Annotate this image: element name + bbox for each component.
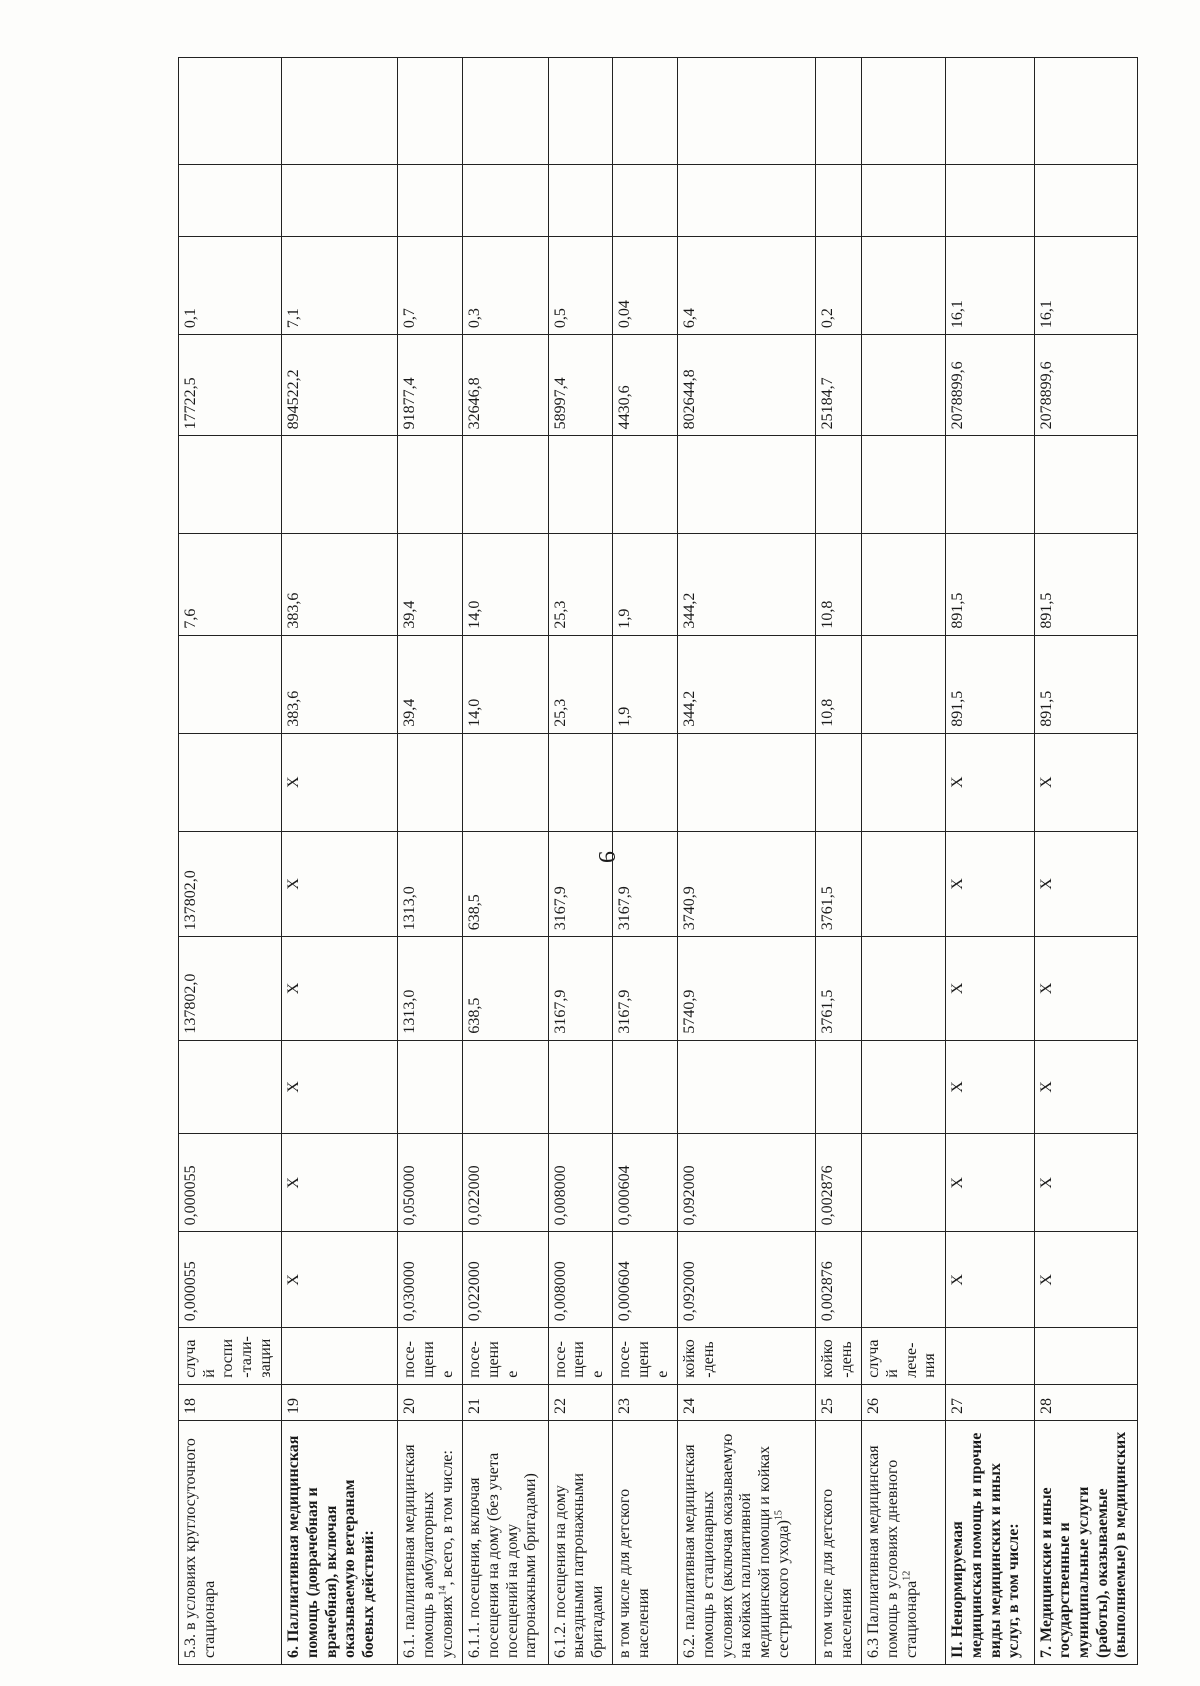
value-cell-8: 891,5 xyxy=(1034,534,1137,635)
value-cell-11: 16,1 xyxy=(1034,237,1137,335)
value-cell-10: 25184,7 xyxy=(815,335,861,436)
value-cell-11: 0,5 xyxy=(548,237,613,335)
value-cell-3 xyxy=(463,1040,548,1134)
row-number: 22 xyxy=(548,1384,613,1420)
row-name-cell xyxy=(463,1420,548,1664)
row-number: 21 xyxy=(463,1384,548,1420)
value-cell-3 xyxy=(678,1040,816,1134)
value-cell-3 xyxy=(548,1040,613,1134)
row-name-cell xyxy=(282,1420,398,1664)
value-cell-8 xyxy=(862,534,946,635)
value-cell-2: 0,000604 xyxy=(613,1134,678,1232)
value-cell-8: 344,2 xyxy=(678,534,816,635)
value-cell-11: 0,7 xyxy=(398,237,463,335)
table-row xyxy=(548,58,613,1665)
row-name-cell xyxy=(179,1420,282,1664)
value-cell-7: 10,8 xyxy=(815,635,861,733)
value-cell-2: 0,050000 xyxy=(398,1134,463,1232)
page-number: 9 xyxy=(593,851,619,863)
value-cell-13 xyxy=(548,58,613,165)
table-row xyxy=(179,58,282,1665)
value-cell-12 xyxy=(1034,164,1137,236)
value-cell-6 xyxy=(548,733,613,831)
table-row xyxy=(862,58,946,1665)
value-cell-12 xyxy=(282,164,398,236)
unit-cell: случай госпи-тали-зации xyxy=(179,1328,282,1384)
value-cell-2: X xyxy=(946,1134,1034,1232)
value-cell-7: 1,9 xyxy=(613,635,678,733)
row-name-continued: , всего, в том числе: xyxy=(438,1450,456,1586)
unit-cell: посе-щение xyxy=(398,1328,463,1384)
value-cell-12 xyxy=(613,164,678,236)
row-name: 6.1.1. посещения, включая посещения на дому (без учета посещений на дому патронажными бригадами) xyxy=(466,1452,540,1658)
row-number: 23 xyxy=(613,1384,678,1420)
value-cell-9 xyxy=(815,436,861,534)
value-cell-8: 14,0 xyxy=(463,534,548,635)
row-name: 6. Паллиативная медицинская помощь (доврачебная и врачебная), включая оказываемую ветеранам боевых действий: xyxy=(285,1435,378,1658)
value-cell-9 xyxy=(548,436,613,534)
row-name-cell xyxy=(398,1420,463,1664)
value-cell-13 xyxy=(815,58,861,165)
value-cell-3 xyxy=(179,1040,282,1134)
value-cell-11: 6,4 xyxy=(678,237,816,335)
value-cell-11: 0,2 xyxy=(815,237,861,335)
value-cell-9 xyxy=(678,436,816,534)
value-cell-2: 0,002876 xyxy=(815,1134,861,1232)
value-cell-12 xyxy=(179,164,282,236)
value-cell-9 xyxy=(946,436,1034,534)
value-cell-5: X xyxy=(282,831,398,936)
row-name: 6.2. паллиативная медицинская помощь в стационарных условиях (включая оказываемую на койках паллиативной медицинской помощи и койках сестринского ухода) xyxy=(681,1433,792,1658)
value-cell-8: 1,9 xyxy=(613,534,678,635)
value-cell-7 xyxy=(179,635,282,733)
data-table xyxy=(178,57,1138,1665)
value-cell-12 xyxy=(815,164,861,236)
value-cell-13 xyxy=(946,58,1034,165)
row-name-cell xyxy=(815,1420,861,1664)
value-cell-11: 7,1 xyxy=(282,237,398,335)
row-name-cell xyxy=(548,1420,613,1664)
value-cell-1: 0,008000 xyxy=(548,1232,613,1328)
value-cell-3 xyxy=(862,1040,946,1134)
value-cell-10: 91877,4 xyxy=(398,335,463,436)
value-cell-4: X xyxy=(946,937,1034,1040)
value-cell-6 xyxy=(862,733,946,831)
table-row xyxy=(613,58,678,1665)
row-name-cell xyxy=(862,1420,946,1664)
row-number: 26 xyxy=(862,1384,946,1420)
value-cell-11: 16,1 xyxy=(946,237,1034,335)
value-cell-13 xyxy=(179,58,282,165)
value-cell-8: 7,6 xyxy=(179,534,282,635)
value-cell-6 xyxy=(463,733,548,831)
value-cell-11: 0,1 xyxy=(179,237,282,335)
unit-cell: койко-день xyxy=(815,1328,861,1384)
row-number: 25 xyxy=(815,1384,861,1420)
row-number: 20 xyxy=(398,1384,463,1420)
footnote-ref: 12 xyxy=(901,1570,913,1581)
value-cell-7: 383,6 xyxy=(282,635,398,733)
value-cell-2: 0,000055 xyxy=(179,1134,282,1232)
value-cell-5: 3740,9 xyxy=(678,831,816,936)
unit-cell xyxy=(282,1328,398,1384)
value-cell-1: 0,022000 xyxy=(463,1232,548,1328)
value-cell-10: 58997,4 xyxy=(548,335,613,436)
value-cell-6: X xyxy=(946,733,1034,831)
value-cell-11: 0,04 xyxy=(613,237,678,335)
value-cell-13 xyxy=(463,58,548,165)
footnote-ref: 15 xyxy=(773,1510,785,1521)
value-cell-7: 891,5 xyxy=(1034,635,1137,733)
value-cell-5: 1313,0 xyxy=(398,831,463,936)
value-cell-5: 638,5 xyxy=(463,831,548,936)
value-cell-8: 10,8 xyxy=(815,534,861,635)
row-name: 6.1. паллиативная медицинская помощь в амбулаторных условиях xyxy=(401,1444,456,1658)
value-cell-1: 0,002876 xyxy=(815,1232,861,1328)
row-number: 27 xyxy=(946,1384,1034,1420)
row-name-cell xyxy=(678,1420,816,1664)
value-cell-4: X xyxy=(282,937,398,1040)
row-name-cell xyxy=(1034,1420,1137,1664)
value-cell-2: 0,008000 xyxy=(548,1134,613,1232)
value-cell-2: X xyxy=(1034,1134,1137,1232)
value-cell-7 xyxy=(862,635,946,733)
value-cell-9 xyxy=(398,436,463,534)
value-cell-3: X xyxy=(1034,1040,1137,1134)
table-row xyxy=(946,58,1034,1665)
value-cell-4: 5740,9 xyxy=(678,937,816,1040)
row-number: 24 xyxy=(678,1384,816,1420)
value-cell-5: X xyxy=(946,831,1034,936)
value-cell-9 xyxy=(613,436,678,534)
row-name: II. Ненормируемая медицинская помощь и прочие виды медицинских и иных услуг, в том числе: xyxy=(949,1432,1023,1658)
value-cell-10: 32646,8 xyxy=(463,335,548,436)
value-cell-10: 2078899,6 xyxy=(946,335,1034,436)
value-cell-13 xyxy=(678,58,816,165)
value-cell-7: 891,5 xyxy=(946,635,1034,733)
value-cell-1: X xyxy=(1034,1232,1137,1328)
row-number: 18 xyxy=(179,1384,282,1420)
value-cell-5: 3761,5 xyxy=(815,831,861,936)
value-cell-6: X xyxy=(282,733,398,831)
value-cell-6 xyxy=(613,733,678,831)
unit-cell xyxy=(1034,1328,1137,1384)
value-cell-6: X xyxy=(1034,733,1137,831)
table-row xyxy=(815,58,861,1665)
value-cell-9 xyxy=(463,436,548,534)
value-cell-3: X xyxy=(946,1040,1034,1134)
value-cell-2 xyxy=(862,1134,946,1232)
table-row xyxy=(678,58,816,1665)
value-cell-9 xyxy=(282,436,398,534)
value-cell-3: X xyxy=(282,1040,398,1134)
value-cell-4: X xyxy=(1034,937,1137,1040)
value-cell-6 xyxy=(815,733,861,831)
row-name: 6.1.2. посещения на дому выездными патронажными бригадами xyxy=(551,1473,606,1658)
value-cell-4: 638,5 xyxy=(463,937,548,1040)
value-cell-12 xyxy=(398,164,463,236)
value-cell-4: 3167,9 xyxy=(548,937,613,1040)
value-cell-8: 39,4 xyxy=(398,534,463,635)
rotated-table-container xyxy=(178,57,1138,1665)
value-cell-8: 25,3 xyxy=(548,534,613,635)
value-cell-10 xyxy=(862,335,946,436)
value-cell-7: 344,2 xyxy=(678,635,816,733)
value-cell-6 xyxy=(179,733,282,831)
value-cell-10: 802644,8 xyxy=(678,335,816,436)
row-name-cell xyxy=(613,1420,678,1664)
value-cell-3 xyxy=(398,1040,463,1134)
value-cell-13 xyxy=(1034,58,1137,165)
value-cell-5 xyxy=(862,831,946,936)
unit-cell: случай лече-ния xyxy=(862,1328,946,1384)
row-name: 6.3 Паллиативная медицинская помощь в условиях дневного стационара xyxy=(865,1445,920,1658)
table-row xyxy=(1034,58,1137,1665)
value-cell-4: 3167,9 xyxy=(613,937,678,1040)
unit-cell xyxy=(946,1328,1034,1384)
value-cell-11: 0,3 xyxy=(463,237,548,335)
value-cell-9 xyxy=(1034,436,1137,534)
value-cell-1: X xyxy=(282,1232,398,1328)
value-cell-2: X xyxy=(282,1134,398,1232)
value-cell-4: 1313,0 xyxy=(398,937,463,1040)
value-cell-1 xyxy=(862,1232,946,1328)
value-cell-10: 4430,6 xyxy=(613,335,678,436)
table-row xyxy=(463,58,548,1665)
value-cell-2: 0,022000 xyxy=(463,1134,548,1232)
table-row xyxy=(398,58,463,1665)
value-cell-13 xyxy=(862,58,946,165)
unit-cell: койко-день xyxy=(678,1328,816,1384)
row-name: в том числе для детского населения xyxy=(616,1488,653,1658)
value-cell-12 xyxy=(678,164,816,236)
value-cell-4: 137802,0 xyxy=(179,937,282,1040)
row-number: 19 xyxy=(282,1384,398,1420)
value-cell-1: X xyxy=(946,1232,1034,1328)
value-cell-5: 3167,9 xyxy=(548,831,613,936)
row-name: 5.3. в условиях круглосуточного стационара xyxy=(182,1438,218,1658)
value-cell-2: 0,092000 xyxy=(678,1134,816,1232)
row-number: 28 xyxy=(1034,1384,1137,1420)
value-cell-1: 0,030000 xyxy=(398,1232,463,1328)
unit-cell: посе-щение xyxy=(548,1328,613,1384)
value-cell-1: 0,092000 xyxy=(678,1232,816,1328)
value-cell-9 xyxy=(179,436,282,534)
value-cell-1: 0,000055 xyxy=(179,1232,282,1328)
value-cell-12 xyxy=(548,164,613,236)
value-cell-4: 3761,5 xyxy=(815,937,861,1040)
value-cell-1: 0,000604 xyxy=(613,1232,678,1328)
value-cell-6 xyxy=(398,733,463,831)
row-name: в том числе для детского населения xyxy=(818,1488,855,1658)
footnote-ref: 14 xyxy=(437,1585,449,1596)
value-cell-6 xyxy=(678,733,816,831)
value-cell-5: 137802,0 xyxy=(179,831,282,936)
value-cell-8: 891,5 xyxy=(946,534,1034,635)
value-cell-3 xyxy=(815,1040,861,1134)
value-cell-9 xyxy=(862,436,946,534)
value-cell-13 xyxy=(282,58,398,165)
row-name-cell xyxy=(946,1420,1034,1664)
value-cell-12 xyxy=(862,164,946,236)
unit-cell: посе-щение xyxy=(463,1328,548,1384)
value-cell-11 xyxy=(862,237,946,335)
value-cell-13 xyxy=(613,58,678,165)
value-cell-7: 14,0 xyxy=(463,635,548,733)
value-cell-13 xyxy=(398,58,463,165)
value-cell-7: 39,4 xyxy=(398,635,463,733)
value-cell-3 xyxy=(613,1040,678,1134)
table-body xyxy=(179,58,1138,1665)
row-name: 7. Медицинские и иные государственные и муниципальные услуги (работы), оказываемые (выполняемые) в медицинских xyxy=(1037,1431,1130,1658)
value-cell-12 xyxy=(463,164,548,236)
value-cell-10: 2078899,6 xyxy=(1034,335,1137,436)
value-cell-8: 383,6 xyxy=(282,534,398,635)
table-row xyxy=(282,58,398,1665)
value-cell-5: X xyxy=(1034,831,1137,936)
value-cell-12 xyxy=(946,164,1034,236)
value-cell-10: 17722,5 xyxy=(179,335,282,436)
value-cell-4 xyxy=(862,937,946,1040)
value-cell-7: 25,3 xyxy=(548,635,613,733)
value-cell-5: 3167,9 xyxy=(613,831,678,936)
value-cell-10: 894522,2 xyxy=(282,335,398,436)
unit-cell: посе-щение xyxy=(613,1328,678,1384)
